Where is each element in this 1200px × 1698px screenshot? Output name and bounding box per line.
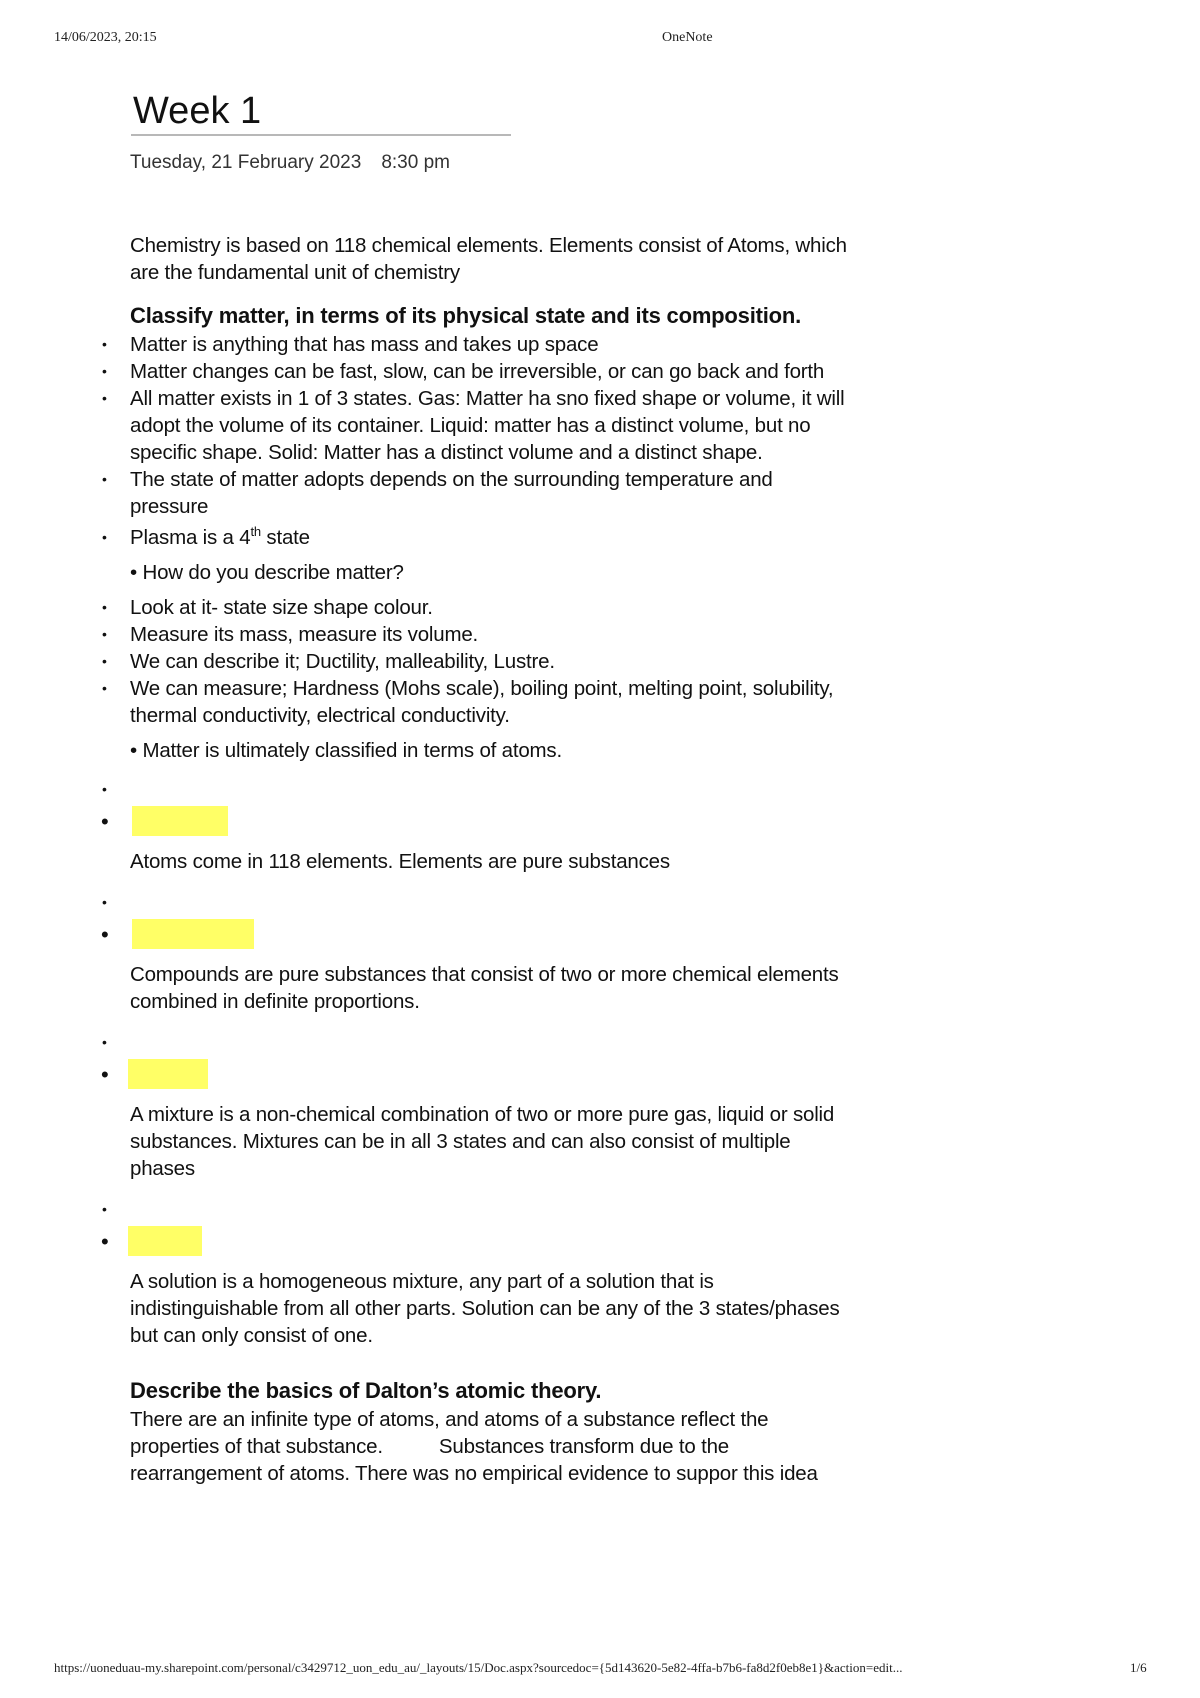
- empty-bullet: [130, 885, 850, 919]
- highlighted-bullet: [130, 919, 850, 953]
- list-item[interactable]: • Matter is anything that has mass and takes up space: [130, 331, 850, 358]
- sub-question-atoms[interactable]: • Matter is ultimately classified in terms of atoms.: [130, 739, 562, 762]
- highlighted-bullet: [130, 1059, 850, 1093]
- dalton-paragraph[interactable]: [130, 1406, 850, 1487]
- list-item[interactable]: • Matter changes can be fast, slow, can be irreversible, or can go back and forth: [130, 358, 850, 385]
- intro-paragraph[interactable]: Chemistry is based on 118 chemical elements. Elements consist of Atoms, which are the fundamental unit of chemistry: [130, 234, 847, 284]
- definition-compounds[interactable]: Compounds are pure substances that consist of two or more chemical elements combined in definite proportions.: [130, 963, 839, 1013]
- list-item[interactable]: • We can measure; Hardness (Mohs scale), boiling point, melting point, solubility, thermal conductivity, electrical conductivity.: [130, 675, 850, 729]
- sub-question-describe-matter[interactable]: • How do you describe matter?: [130, 561, 404, 584]
- highlighted-bullet: [130, 806, 850, 840]
- list-item[interactable]: • We can describe it; Ductility, malleability, Lustre.: [130, 648, 850, 675]
- title-underline: [131, 134, 511, 136]
- empty-bullet: [130, 1192, 850, 1226]
- list-item[interactable]: • Look at it- state size shape colour.: [130, 594, 850, 621]
- dalton-text-part2: Substances transform due to the rearrangement of atoms. There was no empirical evidence to suppor this idea: [130, 1435, 818, 1485]
- page-time: 8:30 pm: [381, 152, 450, 173]
- definition-solution[interactable]: A solution is a homogeneous mixture, any part of a solution that is indistinguishable from all other parts. Solution can be any of the 3 states/phases but can only consist of one.: [130, 1270, 840, 1347]
- highlight-block: [132, 806, 228, 836]
- highlighted-bullet: [130, 1226, 850, 1260]
- note-content[interactable]: [130, 232, 850, 1487]
- print-app-name: OneNote: [662, 30, 713, 45]
- list-item[interactable]: • All matter exists in 1 of 3 states. Gas: Matter ha sno fixed shape or volume, it will adopt the volume of its container. Liquid: matter has a distinct volume, but no specific shape. Solid: Matter has a distinct volume and a distinct shape.: [130, 385, 850, 466]
- plasma-superscript: th: [250, 524, 261, 540]
- empty-bullet: [130, 1025, 850, 1059]
- definition-atoms[interactable]: Atoms come in 118 elements. Elements are pure substances: [130, 850, 670, 873]
- page-date: Tuesday, 21 February 2023: [130, 152, 362, 173]
- list-item-plasma[interactable]: [130, 524, 850, 551]
- definition-mixture[interactable]: A mixture is a non-chemical combination of two or more pure gas, liquid or solid substances. Mixtures can be in all 3 states and can also consist of multiple phases: [130, 1103, 835, 1180]
- highlight-block: [132, 919, 254, 949]
- empty-bullet: [130, 772, 850, 806]
- highlight-block: [128, 1226, 202, 1256]
- dalton-text-part1: There are an infinite type of atoms, and atoms of a substance reflect the properties of that substance.: [130, 1408, 769, 1458]
- list-item[interactable]: • Measure its mass, measure its volume.: [130, 621, 850, 648]
- section-heading-dalton[interactable]: Describe the basics of Dalton’s atomic theory.: [130, 1378, 602, 1403]
- page-datetime: [130, 152, 450, 174]
- print-url: https://uoneduau-my.sharepoint.com/personal/c3429712_uon_edu_au/_layouts/15/Doc.aspx?sourcedoc={5d143620-5e82-4ffa-b7b6-fa8d2f0eb8e1}&action=edit...: [54, 1660, 903, 1675]
- section-heading-classify-matter[interactable]: Classify matter, in terms of its physical state and its composition.: [130, 303, 802, 328]
- print-datetime: 14/06/2023, 20:15: [54, 30, 157, 45]
- print-page-number: 1/6: [1130, 1660, 1147, 1675]
- highlight-block: [128, 1059, 208, 1089]
- matter-bullet-list: [130, 331, 850, 551]
- describe-bullet-list: [130, 594, 850, 729]
- page-title[interactable]: Week 1: [133, 90, 262, 132]
- list-item[interactable]: • The state of matter adopts depends on the surrounding temperature and pressure: [130, 466, 850, 520]
- section-dalton: [130, 1375, 850, 1487]
- plasma-text: Plasma is a 4: [130, 526, 251, 549]
- plasma-text-end: state: [260, 526, 310, 549]
